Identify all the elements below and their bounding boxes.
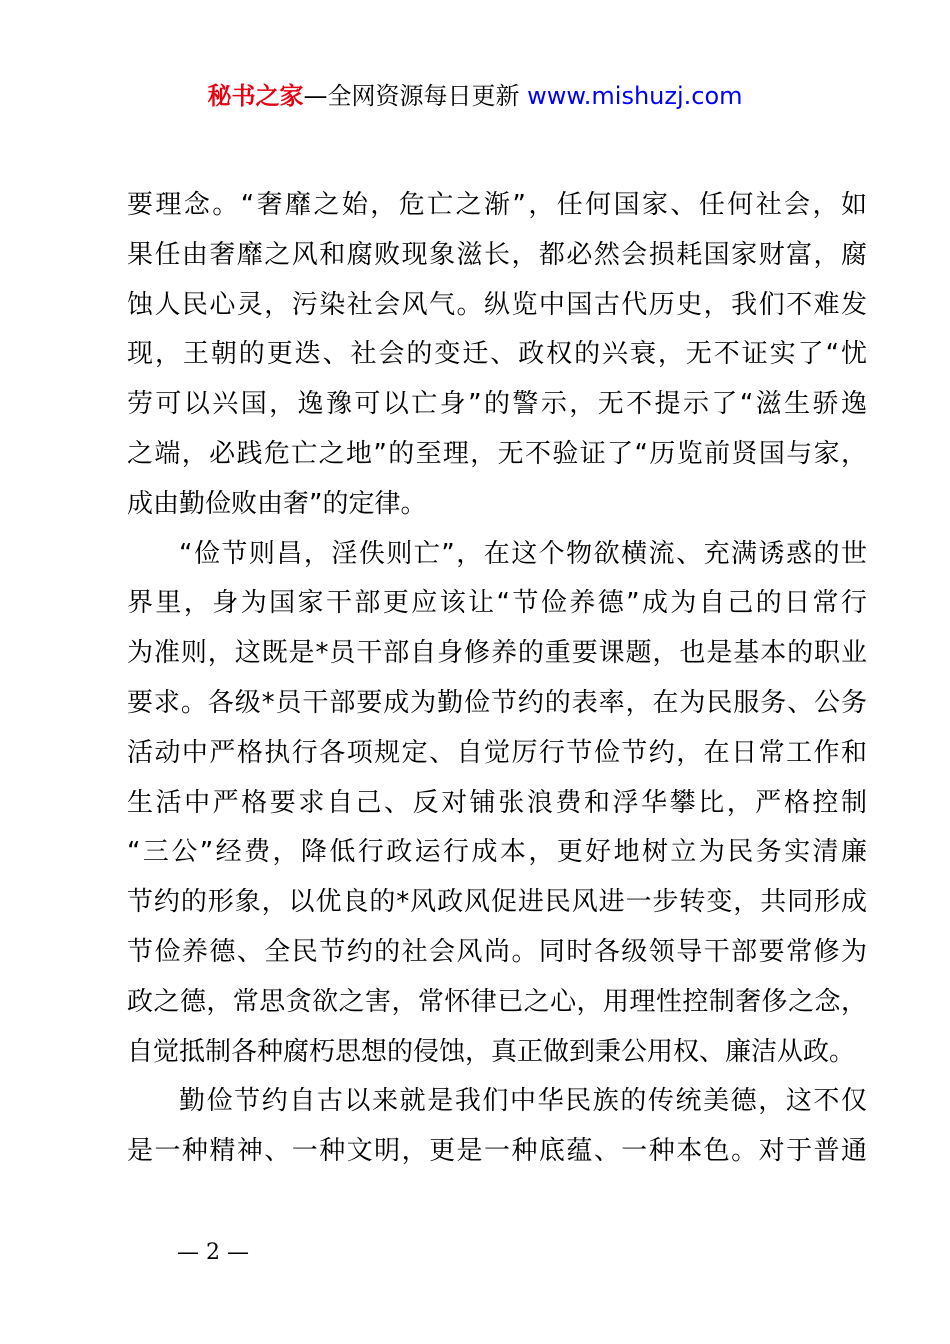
text-line: 现，王朝的更迭、社会的变迁、政权的兴衰，无不证实了“忧: [127, 339, 867, 370]
text-line: 要理念。“奢靡之始，危亡之渐”，任何国家、任何社会，如: [127, 190, 867, 220]
text-line: 劳可以兴国，逸豫可以亡身”的警示，无不提示了“滋生骄逸: [127, 389, 867, 420]
text-line: “俭节则昌，淫佚则亡”，在这个物欲横流、充满诱惑的世: [179, 538, 867, 569]
site-tagline: —全网资源每日更新: [303, 82, 520, 110]
text-line: 要求。各级*员干部要成为勤俭节约的表率，在为民服务、公务: [127, 687, 867, 718]
paragraph: [127, 181, 867, 530]
paragraph: [127, 530, 867, 1078]
text-line: 政之德，常思贪欲之害，常怀律已之心，用理性控制奢侈之念，: [127, 986, 867, 1017]
text-line: 界里，身为国家干部更应该让“节俭养德”成为自己的日常行: [127, 588, 867, 619]
site-url-link[interactable]: www.mishuzj.com: [527, 82, 743, 110]
text-line: 生活中严格要求自己、反对铺张浪费和浮华攀比，严格控制: [127, 787, 867, 818]
text-line: 活动中严格执行各项规定、自觉厉行节俭节约，在日常工作和: [127, 737, 867, 768]
page-header: [0, 80, 950, 112]
text-line: 之端，必践危亡之地”的至理，无不验证了“历览前贤国与家，: [127, 438, 867, 469]
text-line: 为准则，这既是*员干部自身修养的重要课题，也是基本的职业: [127, 638, 867, 669]
text-line: 成由勤俭败由奢”的定律。: [127, 488, 427, 519]
text-line: 勤俭节约自古以来就是我们中华民族的传统美德，这不仅: [179, 1086, 867, 1117]
text-line: 节俭养德、全民节约的社会风尚。同时各级领导干部要常修为: [127, 936, 867, 967]
text-line: 蚀人民心灵，污染社会风气。纵览中国古代历史，我们不难发: [127, 289, 867, 320]
text-line: 自觉抵制各种腐朽思想的侵蚀，真正做到秉公用权、廉洁从政。: [127, 1036, 856, 1067]
document-body: [127, 181, 867, 1177]
text-line: 节约的形象，以优良的*风政风促进民风进一步转变，共同形成: [127, 887, 867, 918]
site-brand: 秘书之家: [207, 82, 304, 110]
page-number: — 2 —: [177, 1240, 249, 1265]
text-line: “三公”经费，降低行政运行成本，更好地树立为民务实清廉: [127, 837, 867, 868]
paragraph: [127, 1077, 867, 1177]
text-line: 果任由奢靡之风和腐败现象滋长，都必然会损耗国家财富，腐: [127, 239, 867, 270]
text-line: 是一种精神、一种文明，更是一种底蕴、一种本色。对于普通: [127, 1136, 867, 1167]
